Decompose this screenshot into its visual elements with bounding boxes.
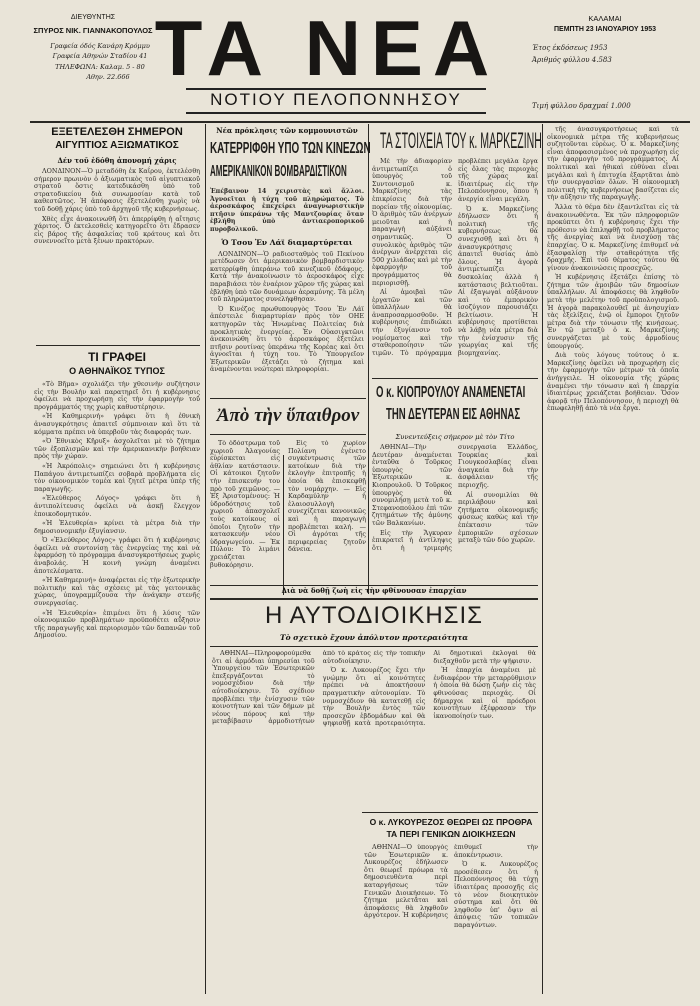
lykourezos-headline-2: ΤΑ ΠΕΡΙ ΓΕΝΙΚΩΝ ΔΙΟΙΚΗΣΕΩΝ	[386, 829, 516, 839]
markezinis-paragraph: Μὲ τὴν ἀδιαφορίαν ἀντιμετωπίζει ὁ ὑπουργὸς τοῦ Συντονισμοῦ κ. Μαρκεζίνης τὰς ἐπικρίσεις διὰ τὴν πορείαν τῆς οἰκονομίας. Ὁ ἀριθμὸς τῶν ἀνέργων μειοῦται καὶ ἡ παραγωγὴ αὐξάνει σημαντικῶς. Ὁ συνολικὸς ἀριθμὸς τῶν ἀνέργων ἀνέρχεται εἰς 500 χιλιάδας καὶ μὲ τὴν ἐφαρμογὴν τοῦ προγράμματος θὰ περιορισθῇ.	[372, 158, 452, 287]
issue-date: ΠΕΜΠΤΗ 23 ΙΑΝΟΥΑΡΙΟΥ 1953	[553, 26, 657, 33]
press-review-paragraph: «Ἡ Καθημερινή» ἀναφέρεται εἰς τὴν ἐξωτερικὴν πολιτικὴν καὶ τὰς σχέσεις μὲ τὰς γειτονικὰς χώρας, ὑπογραμμίζουσα τὴν ἀνάγκην στενῆς συνεργασίας.	[34, 576, 200, 608]
year-line: Έτος έκδόσεως 1953	[532, 44, 608, 52]
china-headline-1: ΚΑΤΕΡΡΙΦΘΗ ΥΠΟ ΤΩΝ ΚΙΝΕΖΩΝ	[210, 140, 371, 157]
newspaper-title: ΤΑ ΝΕΑ	[154, 4, 500, 92]
kiuprulu-headline-1: Ο κ. ΚΙΟΠΡΟΥΛΟΥ ΑΝΑΜΕΝΕΤΑΙ	[376, 384, 526, 401]
press-review-paragraph: «Ἡ Καθημερινή» γράφει ὅτι ἡ ἐθνικὴ ἀνασυγκρότησις ἀπαιτεῖ σύμπνοιαν καὶ ὅτι τὰ κόμματα πρέπει νὰ ὑπερβοῦν τὰς διαφοράς των.	[34, 412, 200, 436]
china-headline-box	[210, 136, 371, 188]
press-review-paragraph: «Ὁ Ἐθνικὸς Κῆρυξ» ἀσχολεῖται μὲ τὸ ζήτημα τῶν ἐξοπλισμῶν καὶ τὴν ἀμερικανικὴν βοήθειαν πρὸς τὴν χώραν.	[34, 437, 200, 461]
continued-paragraph: Ἄλλα τὸ θέμα δὲν ἐξαντλεῖται εἰς τὰ ἀνακοινωθέντα. Ἐκ τῶν πληροφοριῶν προκύπτει ὅτι ἡ κυβέρνησις ἔχει τὴν πρόθεσιν νὰ ἐπιληφθῇ τοῦ προβλήματος τῆς ἀνεργίας καὶ νὰ ἐνισχύσῃ τὰς ἐπαρχίας. Ὁ κ. Μαρκεζίνης ἐπιθυμεῖ νὰ ἐξασφαλίσῃ τὴν σταθερότητα τῆς δραχμῆς. Ἐπὶ τοῦ θέματος τούτου θὰ γίνουν ἀνακοινώσεις προσεχῶς.	[547, 202, 679, 272]
markezinis-paragraph: Ὁ κ. Μαρκεζίνης ἐδήλωσεν ὅτι ἡ πολιτικὴ τῆς κυβερνήσεως θὰ συνεχισθῇ καὶ ὅτι ἡ ἀνασυγκρότησις ἀπαιτεῖ θυσίας ἀπὸ ὅλους. Ἡ ἀγορὰ ἀντιμετωπίζει δυσκολίας ἀλλὰ ἡ κατάστασις βελτιοῦται. Αἱ ἐξαγωγαὶ αὐξάνουν καὶ τὸ ἐμπορικὸν ἰσοζύγιον παρουσιάζει βελτίωσιν. Ἡ κυβέρνησις προτίθεται νὰ λάβῃ νέα μέτρα διὰ τὴν ἐνίσχυσιν τῆς γεωργίας καὶ τῆς βιομηχανίας.	[458, 204, 538, 357]
separator	[210, 646, 538, 647]
hypaithron-headline: Ἀπὸ τὴν ὕπαιθρον	[216, 405, 360, 426]
hypaithron-paragraph: Εἰς τὸ χωρίον Πολίανη ἐγένετο συγκέντρωσις τῶν κατοίκων διὰ τὴν ἐκλογὴν ἐπιτροπῆς ἡ ὁποία θὰ ἐπισκεφθῇ τὸν νομάρχην. — Εἰς Καρδαμύλην ἡ ἐλαιοσυλλογὴ συνεχίζεται κανονικῶς καὶ ἡ παραγωγὴ προβλέπεται καλή. — Οἱ ἀγρόται τῆς περιφερείας ζητοῦν δάνεια.	[288, 440, 366, 554]
issue-number-line: Άριθμός φύλλου 4.583	[532, 56, 612, 64]
press-review-paragraph: «Τὸ Βῆμα» σχολιάζει τὴν χθεσινὴν συζήτησιν εἰς τὴν Βουλὴν καὶ παρατηρεῖ ὅτι ἡ κυβέρνησις ὀφείλει νὰ προχωρήσῃ εἰς τὴν ἐφαρμογὴν τοῦ προγράμματός της χωρὶς καθυστέρησιν.	[34, 380, 200, 411]
lykourezos-headline-1: Ο κ. ΛΥΚΟΥΡΕΖΟΣ ΘΕΩΡΕΙ ΩΣ ΠΡΟΘΡΑ	[369, 817, 533, 827]
column-rule-1	[205, 124, 206, 994]
masthead	[0, 0, 700, 118]
kiuprulu-headline-2: ΤΗΝ ΔΕΥΤΕΡΑΝ ΕΙΣ ΑΘΗΝΑΣ	[386, 406, 521, 423]
china-lead: Ἐπέβαινον 14 χειριστὰς καὶ ἄλλοι. Ἀγνοεῖται ἡ τύχη τοῦ πληρώματος. Τὸ ἀεροσκάφος ἐπεχείρει ἀναγνωριστικὴν πτῆσιν ὑπεράνω τῆς Μαντζουρίας ὅταν ἐβλήθη ὑπὸ ἀντιαεροπορικοῦ πυροβολικοῦ.	[210, 188, 364, 233]
kiuprulu-article	[372, 382, 538, 594]
press-review-paragraph: «Ἡ Ἀκρόπολις» σημειώνει ὅτι ἡ κυβέρνησις Παπάγου ἀντιμετωπίζει σοβαρὰ προβλήματα εἰς τὸν οἰκονομικὸν τομέα καὶ ζητεῖ μέτρα ὑπὲρ τῆς παραγωγῆς.	[34, 461, 200, 493]
separator	[210, 434, 366, 435]
markezinis-paragraph: Αἱ ἀμοιβαὶ τῶν ἐργατῶν καὶ τῶν ὑπαλλήλων θὰ ἀναπροσαρμοσθοῦν. Ἡ κυβέρνησις ἐπιδιώκει τὴν ἐξυγίανσιν τοῦ νομίσματος καὶ τὴν σταθεροποίησιν τῶν τιμῶν. Τὸ πρόγραμμα προβλέπει μεγάλα ἔργα εἰς ὅλας τὰς περιοχὰς τῆς χώρας καὶ ἰδιαιτέρως εἰς τὴν Πελοπόννησον, ὅπου ἡ ἀνεργία εἶναι μεγάλη.	[372, 158, 538, 357]
markezinis-headline: ΤΑ ΣΤΟΙΧΕΙΑ ΤΟΥ κ. ΜΑΡΚΕΖΙΝΗ	[380, 128, 542, 153]
hypaithron-body-left	[210, 440, 280, 580]
egypt-paragraph: ΛΟΝΔΙΝΟΝ—Ὁ μεταδόθη ἐκ Καΐρου, ἐκτελέσθη σήμερον πρωινὸν ὁ ἀξιωματικὸς τοῦ αἰγυπτιακοῦ στρατοῦ ὅστις κατεδικάσθη ὑπὸ τοῦ στρατοδικείου διὰ συνωμοσίαν κατὰ τοῦ καθεστῶτος. Ἡ ἀπόφασις ἐξετελέσθη χωρὶς νὰ τοῦ δοθῇ χάρις ὑπὸ τοῦ ἀρχηγοῦ τῆς κυβερνήσεως.	[34, 167, 200, 213]
kiuprulu-paragraph: ΑΘΗΝΑΙ—Τὴν Δευτέραν ἀναμένεται ἐνταῦθα ὁ Τοῦρκος ὑπουργὸς τῶν Ἐξωτερικῶν κ. Κιοπρουλοῦ. Ὁ Τοῦρκος ὑπουργὸς θὰ συνομιλήσῃ μετὰ τοῦ κ. Στεφανοπούλου ἐπὶ τῶν ζητημάτων τῆς ἀμύνης τῶν Βαλκανίων.	[372, 444, 452, 527]
press-review-headline: ΤΙ ΓΡΑΦΕΙ	[88, 350, 146, 364]
egypt-headline-1: ΕΞΕΤΕΛΕΣΘΗ ΣΗΜΕΡΟΝ	[51, 126, 183, 138]
china-quote: Ὁ Τσου Ἐν Λάϊ διαμαρτύρεται	[221, 237, 353, 247]
press-review-paragraph: «Ἐλεύθερος Λόγος» γράφει ὅτι ἡ ἀντιπολίτευσις ὀφείλει νὰ ἀσκῇ ἔλεγχον ἐποικοδομητικόν.	[34, 494, 200, 518]
continued-paragraph: Ἡ κυβέρνησις ἐξετάζει ἐπίσης τὸ ζήτημα τῶν ἀμοιβῶν τῶν δημοσίων ὑπαλλήλων. Αἱ ἀποφάσεις θὰ ληφθοῦν μετὰ τὴν μελέτην τοῦ προϋπολογισμοῦ. Ἡ ἀγορὰ παρακολουθεῖ μὲ ἀνησυχίαν τὰς ἐξελίξεις, ἐνῷ οἱ ἔμποροι ζητοῦν μέτρα διὰ τὴν τόνωσιν τῆς κινήσεως. Ἐν τῷ μεταξὺ ὁ κ. Μαρκεζίνης συνεργάζεται μὲ τοὺς ἁρμοδίους ὑπουργούς.	[547, 273, 679, 350]
office-line-2: Γραφεία Αθηνών Σταδίου 41	[52, 52, 148, 60]
egypt-paragraph: Χθὲς εἶχε ἀνακοινωθῆ ὅτι ἀπερρίφθη ἡ αἴτησις χάριτος. Ὁ ἐκτελεσθεὶς κατηγορεῖτο ὅτι ἔδρασεν εἰς βάρος τῆς ἀσφαλείας τοῦ κράτους καὶ ὅτι συνεννοεῖτο μετὰ ξένων πρακτόρων.	[34, 214, 200, 246]
china-paragraph: ΛΟΝΔΙΝΟΝ—Ὁ ραδιοσταθμὸς τοῦ Πεκίνου μετέδωσεν ὅτι ἀμερικανικὸν βομβαρδιστικὸν κατερρίφθη ὑπεράνω τοῦ κινεζικοῦ ἐδάφους. Κατὰ τὴν ἀνακοίνωσιν τὸ ἀεροσκάφος εἶχε παραβιάσει τὸν ἐναέριον χῶρον τῆς χώρας καὶ ἐβλήθη ὑπὸ τῶν δυνάμεων ἀεραμύνης. Τὰ μέλη τοῦ πληρώματος συνελήφθησαν.	[210, 249, 364, 304]
press-review-subhead: Ο ΑΘΗΝΑΪΚΟΣ ΤΥΠΟΣ	[69, 366, 165, 376]
autodioikisis-headline: Η ΑΥΤΟΔΙΟΙΚΗΣΙΣ	[264, 602, 483, 629]
autodioikisis-paragraph: Ὁ κ. Λυκουρέζος ἔχει τὴν γνώμην ὅτι αἱ κοινότητες πρέπει νὰ ἀποκτήσουν πραγματικὴν αὐτονομίαν. Τὸ νομοσχέδιον θὰ κατατεθῇ εἰς τὴν Βουλὴν ἐντὸς τῶν προσεχῶν ἑβδομάδων καὶ θὰ ψηφισθῇ κατὰ προτεραιότητα. Αἱ δημοτικαὶ ἐκλογαὶ θὰ διεξαχθοῦν μετὰ τὴν ψήφισιν.	[322, 650, 536, 728]
city-name: ΚΑΛΑΜΑΙ	[588, 14, 622, 23]
autodioikisis-subhead: Τὸ σχετικὸ ἔχουν ἀπόλυτον προτεραιότητα	[279, 633, 469, 642]
kiuprulu-subhead: Συνεντεύξεις σήμερον μὲ τὸν Τίτο	[395, 433, 515, 441]
separator	[362, 812, 538, 813]
kiuprulu-paragraph: Εἰς τὴν Ἄγκυραν ἐπικρατεῖ ἡ ἀντίληψις ὅτι ἡ τριμερὴς συνεργασία Ἑλλάδος, Τουρκίας καὶ Γιουγκοσλαβίας εἶναι ἀναγκαία διὰ τὴν ἀσφάλειαν τῆς περιοχῆς.	[372, 444, 538, 552]
separator	[372, 378, 538, 379]
continued-column	[547, 126, 679, 988]
press-review-paragraph: «Ἡ Ἐλευθερία» ἐπιμένει ὅτι ἡ λύσις τῶν οἰκονομικῶν προβλημάτων προϋποθέτει αὔξησιν τῆς παραγωγῆς καὶ περιορισμὸν τῶν δαπανῶν τοῦ Δημοσίου.	[34, 608, 200, 640]
masthead-rule	[30, 121, 690, 123]
separator	[36, 345, 200, 346]
china-paragraph: Ὁ Κινέζος πρωθυπουργὸς Τσου Ἐν Λάϊ ἀπέστειλε διαμαρτυρίαν πρὸς τὸν ΟΗΕ κατηγορῶν τὰς Ἡνωμένας Πολιτείας διὰ προκλητικὰς ἐνεργείας. Ἐν Οὐασιγκτῶνι ἀνεκοινώθη ὅτι τὸ ἀεροσκάφος ἐξετέλει πτῆσιν ρουτίνας ὑπεράνω τῆς Κορέας καὶ ὅτι ἀγνοεῖται ἡ τύχη του. Τὸ Ὑπουργεῖον Ἐξωτερικῶν ἐξετάζει τὸ ζήτημα καὶ ἀναμένονται νεώτεραι πληροφορίαι.	[210, 304, 364, 374]
press-review-paragraph: «Ἡ Ἐλευθερία» κρίνει τὰ μέτρα διὰ τὴν δημοσιονομικὴν ἐξυγίανσιν.	[34, 519, 200, 535]
newspaper-subtitle: ΝΟΤΙΟΥ ΠΕΛΟΠΟΝΝΗΣΟΥ	[210, 90, 462, 109]
egypt-article	[34, 126, 200, 248]
egypt-headline-2: ΑΙΓΥΠΤΙΟΣ ΑΞΙΩΜΑΤΙΚΟΣ	[55, 140, 179, 151]
lykourezos-paragraph: Ὁ κ. Λυκουρέζος προσέθεσεν ὅτι ἡ Πελοπόννησος θὰ τύχῃ ἰδιαιτέρας προσοχῆς εἰς τὸ νέον διοικητικὸν σύστημα καὶ ὅτι θὰ ληφθοῦν ὑπ' ὄψιν αἱ ἀπόψεις τῶν τοπικῶν παραγόντων.	[454, 860, 538, 929]
kiuprulu-paragraph: Αἱ συνομιλίαι θὰ περιλάβουν καὶ ζητήματα οἰκονομικῆς φύσεως καθὼς καὶ τὴν ἐπέκτασιν τῶν ἐμπορικῶν σχέσεων μεταξὺ τῶν δύο χωρῶν.	[458, 490, 538, 545]
continued-paragraph: τῆς ἀνασυγκροτήσεως καὶ τὰ οἰκονομικὰ μέτρα τῆς κυβερνήσεως συζητοῦνται εὐρέως. Ὁ κ. Μαρκεζίνης εἶναι ἀποφασισμένος νὰ προχωρήσῃ εἰς τὴν ἐφαρμογὴν τοῦ προγράμματος. Αἱ πολιτικαὶ καὶ ἠθικαὶ εὐθύναι εἶναι μεγάλαι καὶ ἡ ἐπιτυχία ἐξαρτᾶται ἀπὸ τὴν συνεργασίαν ὅλων. Ἡ οἰκονομικὴ πολιτικὴ τῆς κυβερνήσεως βασίζεται εἰς τὴν αὔξησιν τῆς παραγωγῆς.	[547, 126, 679, 202]
lykourezos-article	[364, 816, 538, 984]
director-name: ΣΠΥΡΟΣ ΝΙΚ. ΓΙΑΝΝΑΚΟΠΟΥΛΟΣ	[33, 26, 153, 35]
china-kicker: Νέα πρόκλησις τῶν κομμουνιστῶν	[216, 126, 358, 135]
autodioikisis-paragraph: ΑΘΗΝΑΙ—Πληροφορούμεθα ὅτι αἱ ἁρμόδιαι ὑπηρεσίαι τοῦ Ὑπουργείου τῶν Ἐσωτερικῶν ἐπεξεργάζονται τὸ νομοσχέδιον διὰ τὴν αὐτοδιοίκησιν. Τὸ σχέδιον προβλέπει τὴν ἐνίσχυσιν τῶν κοινοτήτων καὶ τῶν δήμων μὲ νέους πόρους καὶ τὴν μεταβίβασιν ἁρμοδιοτήτων ἀπὸ τὸ κράτος εἰς τὴν τοπικὴν αὐτοδιοίκησιν.	[212, 650, 426, 726]
autodioikisis-paragraph: Ἡ ἐπαρχία ἀναμένει μὲ ἐνδιαφέρον τὴν μεταρρύθμισιν ἡ ὁποία θὰ δώσῃ ζωὴν εἰς τὰς φθινούσας περιοχάς. Οἱ δήμαρχοι καὶ οἱ πρόεδροι κοινοτήτων ἐξέφρασαν τὴν ἱκανοποίησίν των.	[433, 666, 536, 720]
autodioikisis-body	[212, 650, 536, 810]
separator	[210, 598, 538, 600]
hypaithron-body-right	[288, 440, 366, 580]
continued-paragraph: Διὰ τοὺς λόγους τούτους ὁ κ. Μαρκεζίνης ὀφείλει νὰ προχωρήσῃ εἰς τὴν ἐφαρμογὴν τῶν μέτρων τὰ ὁποῖα ἀνήγγειλε. Ἡ οἰκονομία τῆς χώρας ἀναμένει τὴν τόνωσιν καὶ ἡ ἐπαρχία ἰδιαιτέρως χρειάζεται βοήθειαν. Ὅσον ἀφορᾷ τὴν Πελοπόννησον, ἡ περιοχὴ θὰ ἐπωφεληθῇ ἀπὸ τὰ νέα ἔργα.	[547, 351, 679, 413]
china-article	[210, 126, 371, 376]
china-headline-2: ΑΜΕΡΙΚΑΝΙΚΟΝ ΒΟΜΒΑΡΔΙΣΤΙΚΟΝ	[210, 163, 347, 180]
egypt-subhead: Δέν τοῦ ἐδόθη ἀπονομή χάρις	[57, 156, 177, 165]
lykourezos-paragraph: ΑΘΗΝΑΙ—Ὁ ὑπουργὸς τῶν Ἐσωτερικῶν κ. Λυκουρέζος ἐδήλωσεν ὅτι θεωρεῖ πρόωρα τὰ δημοσιευθέντα περὶ καταργήσεως τῶν Γενικῶν Διοικήσεων. Τὸ ζήτημα μελετᾶται καὶ ἀποφάσεις θὰ ληφθοῦν ἀργότερον. Ἡ κυβέρνησις ἐπιθυμεῖ τὴν ἀποκέντρωσιν.	[364, 844, 538, 920]
column-rule-2	[368, 124, 369, 594]
director-label: ΔΙΕΥΘΥΝΤΗΣ	[70, 14, 116, 21]
phone-line-2: Αθην. 22.666	[86, 73, 130, 81]
press-review-article	[34, 350, 200, 642]
hypaithron-footer: Διὰ νὰ δοθῇ ζωὴ εἰς τὴν φθίνουσαν ἐπαρχίαν	[281, 586, 467, 595]
column-rule-3	[542, 124, 543, 994]
price-line: Τιμή φύλλου δραχμαί 1.000	[532, 102, 631, 110]
office-line-1: Γραφεία όδός Κανάρη Κρόμμυ	[50, 42, 150, 50]
column-rule-4	[283, 455, 284, 595]
press-review-paragraph: Ὁ «Ἐλεύθερος Λόγος» γράφει ὅτι ἡ κυβέρνησις ὀφείλει νὰ συντονίσῃ τὰς ἐνεργείας της καὶ νὰ ἐφαρμόσῃ τὸ πρόγραμμα ἀνασυγκροτήσεως χωρὶς ἀναβολάς. Ἡ κοινὴ γνώμη ἀναμένει ἀποτελέσματα.	[34, 536, 200, 575]
markezinis-article	[372, 126, 542, 373]
markezinis-headline-box	[372, 126, 542, 158]
phone-line-1: ΤΗΛΕΦΩΝΑ: Καλαμ. 5 - 80	[55, 63, 145, 71]
hypaithron-paragraph: Τὸ ὁδόστρωμα τοῦ χωριοῦ Ἀλαγονίας εὑρίσκεται εἰς ἀθλίαν κατάστασιν. Οἱ κάτοικοι ζητοῦν τὴν ἐπισκευήν του πρὸ τοῦ χειμῶνος. — Ἐξ Ἀριστομένους: Ἡ ὑδροδότησις τοῦ χωριοῦ ἀπασχολεῖ τοὺς κατοίκους οἱ ὁποῖοι ζητοῦν τὴν κατασκευὴν νέου ὑδραγωγείου. — Ἐκ Πύλου: Τὸ λιμάνι χρειάζεται βυθοκόρησιν.	[210, 440, 280, 569]
kiuprulu-headline-box	[372, 382, 538, 432]
separator	[210, 398, 366, 399]
